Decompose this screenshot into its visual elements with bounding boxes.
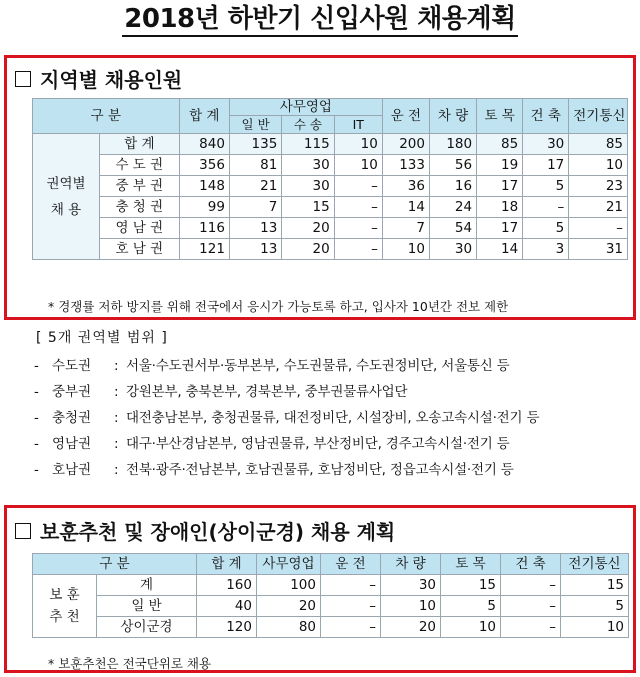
cell: – <box>321 575 381 596</box>
cell: 20 <box>257 596 321 617</box>
cell: 100 <box>257 575 321 596</box>
row-label: 계 <box>97 575 197 596</box>
cell: – <box>501 617 561 638</box>
header-architecture: 건 축 <box>501 554 561 575</box>
table-header-row <box>33 99 628 116</box>
cell: – <box>334 176 382 197</box>
square-bullet-icon <box>15 523 31 539</box>
cell: 5 <box>441 596 501 617</box>
cell: 14 <box>477 239 523 260</box>
cell: 5 <box>523 176 569 197</box>
cell: 80 <box>257 617 321 638</box>
header-rolling-stock: 차 량 <box>429 99 476 134</box>
cell: 20 <box>381 617 441 638</box>
cell: 30 <box>523 134 569 155</box>
cell: 840 <box>179 134 229 155</box>
cell: 36 <box>382 176 429 197</box>
veterans-disabled-heading: 보훈추천 및 장애인(상이군경) 채용 계획 <box>15 516 395 545</box>
cell: 99 <box>179 197 229 218</box>
header-electric-telecom: 전기통신 <box>561 554 629 575</box>
cell: 13 <box>229 239 281 260</box>
cell: – <box>334 239 382 260</box>
region-name: 호남권 <box>52 462 92 478</box>
cell: 15 <box>561 575 629 596</box>
table-header-row <box>33 554 629 575</box>
table-row <box>33 617 629 638</box>
cell: 85 <box>477 134 523 155</box>
header-civil: 토 목 <box>441 554 501 575</box>
table-row <box>33 197 628 218</box>
region-scope: 대전충남본부, 충청권물류, 대전정비단, 시설장비, 오송고속시설·전기 등 <box>126 410 540 426</box>
cell: 10 <box>561 617 629 638</box>
table-row <box>33 134 628 155</box>
region-name: 충청권 <box>52 410 92 426</box>
cell: 7 <box>229 197 281 218</box>
cell: 18 <box>477 197 523 218</box>
veterans-hiring-table <box>32 553 629 638</box>
group-label-regional: 권역별 채 용 <box>33 134 100 260</box>
regional-hiring-table <box>32 98 628 260</box>
header-electric-telecom: 전기통신 <box>569 99 628 134</box>
regional-hiring-note: * 경쟁률 저하 방지를 위해 전국에서 응시가 가능토록 하고, 입사자 10년간 전보 제한 <box>48 299 509 314</box>
cell: 133 <box>382 155 429 176</box>
cell: 17 <box>477 218 523 239</box>
list-item: - 영남권 : 대구·부산경남본부, 영남권물류, 부산정비단, 경주고속시설·전기 등 <box>34 431 634 457</box>
table-row <box>33 596 629 617</box>
region-scope: 강원본부, 충북본부, 경북본부, 중부권물류사업단 <box>126 384 408 400</box>
list-item: - 충청권 : 대전충남본부, 충청권물류, 대전정비단, 시설장비, 오송고속시설·전기 등 <box>34 405 634 431</box>
veterans-hiring-note: * 보훈추천은 전국단위로 채용 <box>48 656 212 671</box>
header-rolling-stock: 차 량 <box>381 554 441 575</box>
row-label: 중 부 권 <box>100 176 180 197</box>
cell: 121 <box>179 239 229 260</box>
cell: 10 <box>569 155 628 176</box>
region-name: 수도권 <box>52 358 92 374</box>
table-row <box>33 155 628 176</box>
cell: 120 <box>197 617 257 638</box>
region-scope-list <box>34 327 634 483</box>
header-architecture: 건 축 <box>523 99 569 134</box>
cell: 14 <box>382 197 429 218</box>
header-it: IT <box>334 116 382 134</box>
cell: 3 <box>523 239 569 260</box>
cell: 30 <box>381 575 441 596</box>
cell: 19 <box>477 155 523 176</box>
cell: – <box>501 596 561 617</box>
cell: 116 <box>179 218 229 239</box>
cell: 24 <box>429 197 476 218</box>
header-driving: 운 전 <box>382 99 429 134</box>
list-item: - 중부권 : 강원본부, 충북본부, 경북본부, 중부권물류사업단 <box>34 379 634 405</box>
cell: 5 <box>561 596 629 617</box>
cell: 30 <box>429 239 476 260</box>
list-item: - 수도권 : 서울·수도권서부·동부본부, 수도권물류, 수도권정비단, 서울통신 등 <box>34 353 634 379</box>
row-label: 수 도 권 <box>100 155 180 176</box>
cell: 20 <box>282 218 334 239</box>
cell: 10 <box>381 596 441 617</box>
cell: – <box>334 218 382 239</box>
cell: 21 <box>569 197 628 218</box>
table-row <box>33 239 628 260</box>
region-scope: 서울·수도권서부·동부본부, 수도권물류, 수도권정비단, 서울통신 등 <box>126 358 510 374</box>
header-admin-sales: 사무영업 <box>229 99 382 116</box>
region-name: 영남권 <box>52 436 92 452</box>
row-label: 상이군경 <box>97 617 197 638</box>
document-title: 2018년 하반기 신입사원 채용계획 <box>0 4 640 37</box>
table-row <box>33 218 628 239</box>
cell: 21 <box>229 176 281 197</box>
header-admin-sales: 사무영업 <box>257 554 321 575</box>
header-civil: 토 목 <box>477 99 523 134</box>
header-total: 합 계 <box>179 99 229 134</box>
regional-hiring-heading: 지역별 채용인원 <box>15 64 182 93</box>
cell: 356 <box>179 155 229 176</box>
cell: 135 <box>229 134 281 155</box>
cell: 160 <box>197 575 257 596</box>
cell: 15 <box>282 197 334 218</box>
cell: 5 <box>523 218 569 239</box>
cell: 200 <box>382 134 429 155</box>
cell: 54 <box>429 218 476 239</box>
cell: 17 <box>477 176 523 197</box>
cell: 85 <box>569 134 628 155</box>
cell: – <box>321 617 381 638</box>
cell: 148 <box>179 176 229 197</box>
row-label: 호 남 권 <box>100 239 180 260</box>
cell: 10 <box>382 239 429 260</box>
square-bullet-icon <box>15 71 31 87</box>
header-transport: 수 송 <box>282 116 334 134</box>
cell: 16 <box>429 176 476 197</box>
row-label: 충 청 권 <box>100 197 180 218</box>
cell: 115 <box>282 134 334 155</box>
cell: 10 <box>441 617 501 638</box>
region-scope: 전북·광주·전남본부, 호남권물류, 호남정비단, 정읍고속시설·전기 등 <box>126 462 514 478</box>
group-label-veterans: 보 훈 추 천 <box>33 575 97 638</box>
cell: – <box>501 575 561 596</box>
region-name: 중부권 <box>52 384 92 400</box>
table-row <box>33 575 629 596</box>
cell: 81 <box>229 155 281 176</box>
cell: – <box>334 197 382 218</box>
row-label: 합 계 <box>100 134 180 155</box>
cell: 30 <box>282 155 334 176</box>
header-driving: 운 전 <box>321 554 381 575</box>
row-label: 일 반 <box>97 596 197 617</box>
header-gubun: 구 분 <box>33 554 197 575</box>
region-scope: 대구·부산경남본부, 영남권물류, 부산정비단, 경주고속시설·전기 등 <box>126 436 510 452</box>
list-item: - 호남권 : 전북·광주·전남본부, 호남권물류, 호남정비단, 정읍고속시설·전기 등 <box>34 457 634 483</box>
cell: – <box>523 197 569 218</box>
cell: 23 <box>569 176 628 197</box>
cell: 31 <box>569 239 628 260</box>
cell: 180 <box>429 134 476 155</box>
cell: 13 <box>229 218 281 239</box>
cell: 17 <box>523 155 569 176</box>
cell: 15 <box>441 575 501 596</box>
cell: 30 <box>282 176 334 197</box>
header-general: 일 반 <box>229 116 281 134</box>
table-row <box>33 176 628 197</box>
cell: 20 <box>282 239 334 260</box>
cell: 10 <box>334 155 382 176</box>
cell: 10 <box>334 134 382 155</box>
cell: – <box>321 596 381 617</box>
row-label: 영 남 권 <box>100 218 180 239</box>
cell: 7 <box>382 218 429 239</box>
cell: – <box>569 218 628 239</box>
cell: 40 <box>197 596 257 617</box>
cell: 56 <box>429 155 476 176</box>
header-total: 합 계 <box>197 554 257 575</box>
region-scope-title: [ 5개 권역별 범위 ] <box>36 330 168 346</box>
header-gubun: 구 분 <box>33 99 180 134</box>
